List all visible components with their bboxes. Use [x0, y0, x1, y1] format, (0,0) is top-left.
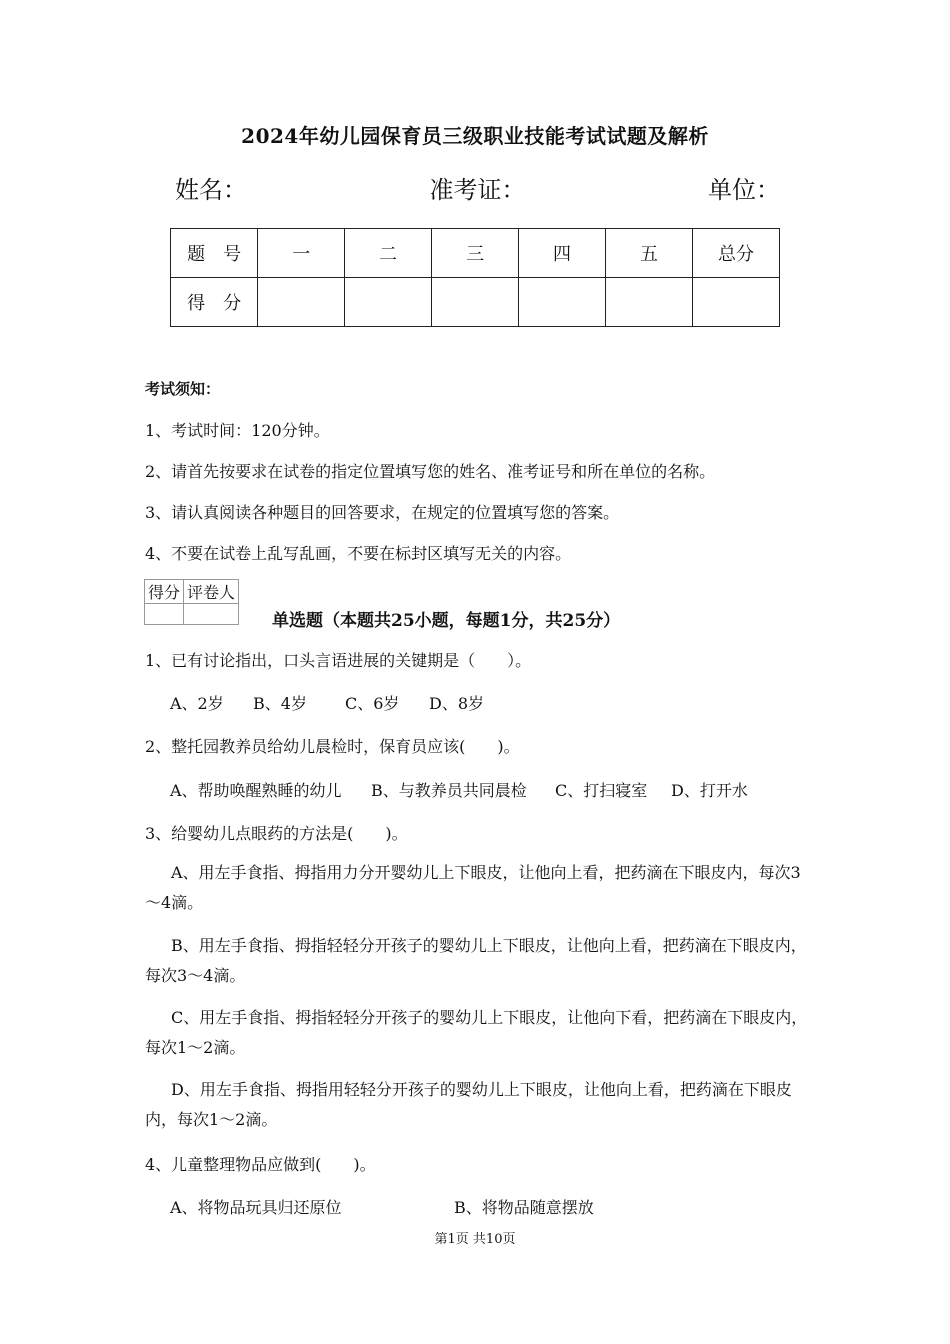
question-option: B、4岁 — [253, 694, 307, 713]
document-title: 2024年幼儿园保育员三级职业技能考试试题及解析 — [241, 124, 709, 148]
question-option: D、8岁 — [429, 694, 485, 713]
question-option: A、将物品玩具归还原位 — [170, 1198, 342, 1217]
score-cell — [432, 278, 519, 327]
score-header-cell: 题 号 — [171, 229, 258, 278]
grader-reviewer-cell — [184, 604, 239, 625]
score-cell — [692, 278, 779, 327]
score-table — [170, 228, 780, 327]
score-header-cell: 五 — [606, 229, 693, 278]
notice-item: 1、考试时间：120分钟。 — [145, 421, 330, 440]
page-footer: 第1页 共10页 — [434, 1232, 516, 1247]
question-option: C、用左手食指、拇指轻轻分开孩子的婴幼儿上下眼皮，让他向下看，把药滴在下眼皮内，每次1～2滴。 — [145, 1008, 808, 1057]
section-title: 单选题（本题共25小题，每题1分，共25分） — [272, 611, 621, 631]
score-cell — [519, 278, 606, 327]
score-cell — [345, 278, 432, 327]
question-option: C、打扫寝室 — [555, 781, 648, 800]
grader-score-cell — [145, 604, 184, 625]
exam-number-label: 准考证： — [429, 176, 526, 204]
score-header-cell: 四 — [519, 229, 606, 278]
notice-heading: 考试须知： — [145, 380, 221, 398]
score-table-score-row — [171, 278, 780, 327]
question-option: B、将物品随意摆放 — [454, 1198, 594, 1217]
name-label: 姓名： — [175, 176, 247, 204]
grader-box — [144, 579, 239, 625]
unit-label: 单位： — [708, 176, 780, 204]
score-header-cell: 三 — [432, 229, 519, 278]
grader-score-label: 得分 — [145, 580, 184, 604]
question-option: B、用左手食指、拇指轻轻分开孩子的婴幼儿上下眼皮，让他向上看，把药滴在下眼皮内，每次3～4滴。 — [145, 936, 807, 985]
notice-item: 2、请首先按要求在试卷的指定位置填写您的姓名、准考证号和所在单位的名称。 — [145, 462, 716, 481]
notice-item: 4、不要在试卷上乱写乱画，不要在标封区填写无关的内容。 — [145, 544, 572, 563]
question-stem: 1、已有讨论指出，口头言语进展的关键期是（ ）。 — [145, 651, 532, 670]
score-header-cell: 二 — [345, 229, 432, 278]
question-option: C、6岁 — [345, 694, 400, 713]
notice-item: 3、请认真阅读各种题目的回答要求，在规定的位置填写您的答案。 — [145, 503, 620, 522]
question-option: A、2岁 — [170, 694, 224, 713]
score-cell — [606, 278, 693, 327]
score-header-cell: 一 — [258, 229, 345, 278]
question-option: D、打开水 — [671, 781, 748, 800]
score-row-label: 得 分 — [171, 278, 258, 327]
question-option: A、帮助唤醒熟睡的幼儿 — [170, 781, 342, 800]
question-stem: 4、儿童整理物品应做到( )。 — [145, 1155, 376, 1174]
candidate-info-row — [175, 170, 780, 205]
question-option: A、用左手食指、拇指用力分开婴幼儿上下眼皮，让他向上看，把药滴在下眼皮内，每次3～4滴。 — [145, 863, 801, 912]
score-table-header-row — [171, 229, 780, 278]
score-cell — [258, 278, 345, 327]
question-option: D、用左手食指、拇指用轻轻分开孩子的婴幼儿上下眼皮，让他向上看，把药滴在下眼皮内，每次1～2滴。 — [145, 1080, 792, 1129]
question-stem: 2、整托园教养员给幼儿晨检时，保育员应该( )。 — [145, 737, 520, 756]
question-stem: 3、给婴幼儿点眼药的方法是( )。 — [145, 824, 408, 843]
score-header-cell: 总分 — [692, 229, 779, 278]
grader-reviewer-label: 评卷人 — [184, 580, 239, 604]
question-option: B、与教养员共同晨检 — [371, 781, 527, 800]
